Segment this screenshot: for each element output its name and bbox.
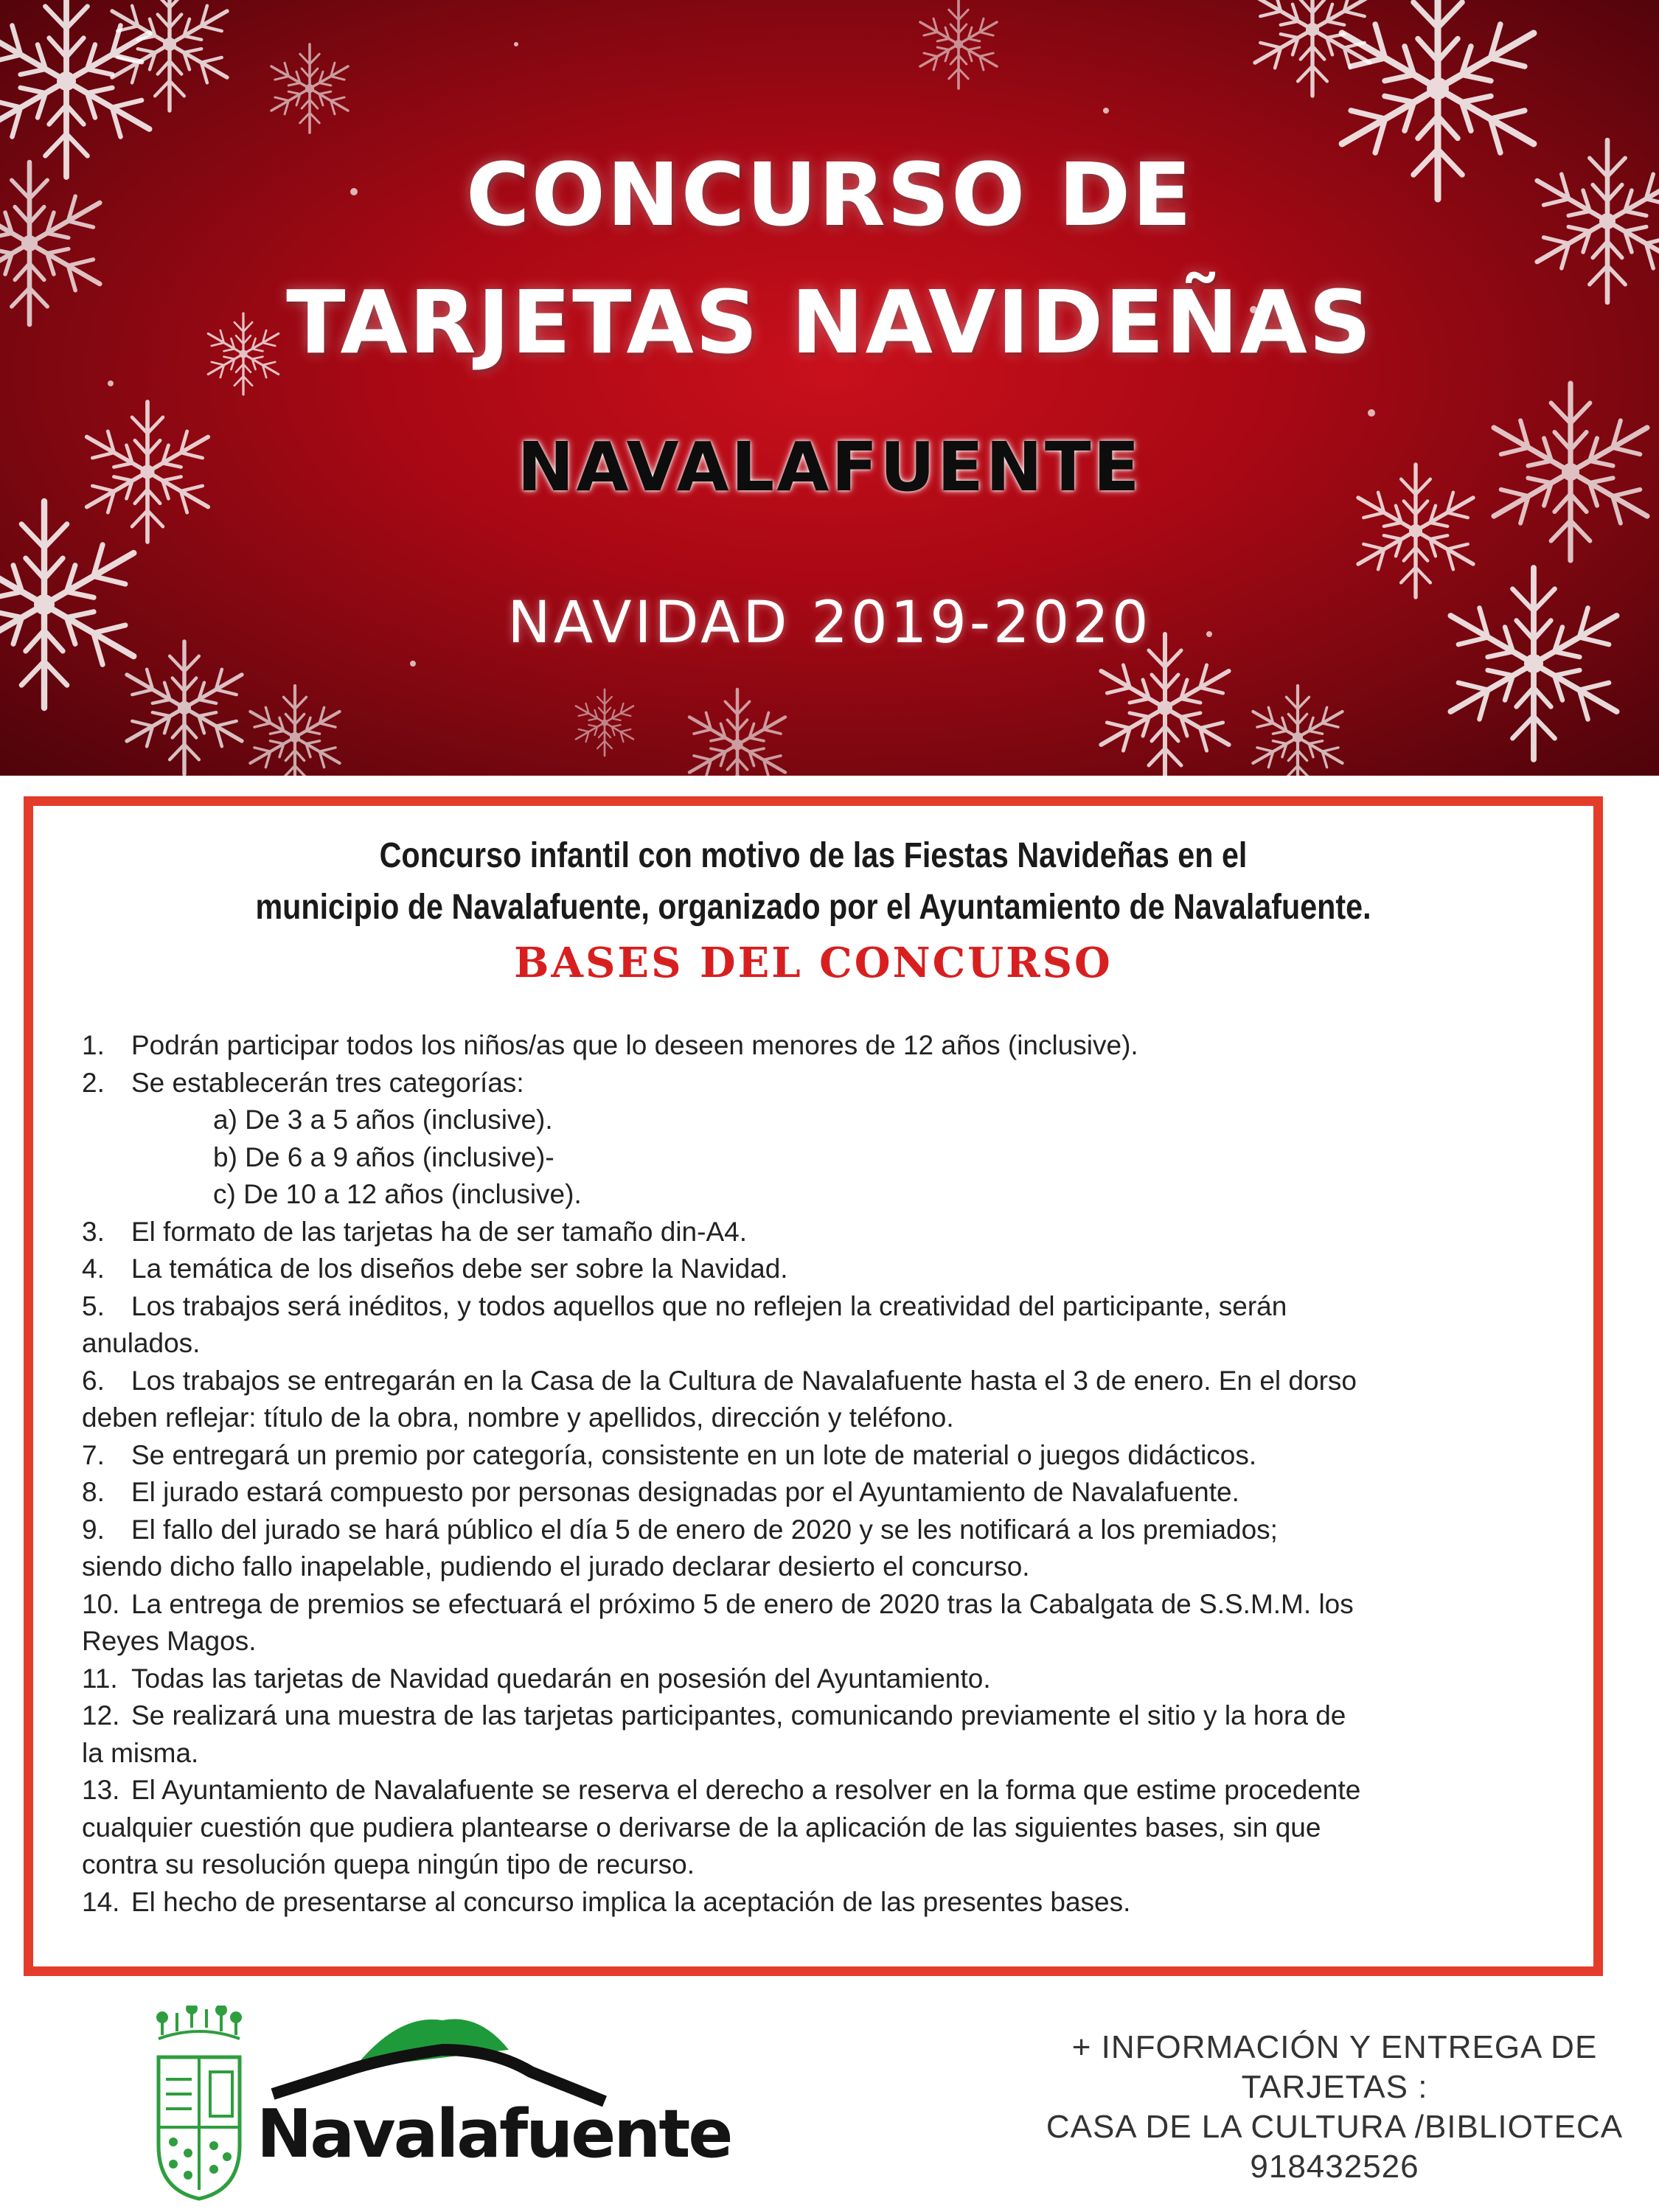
rule-text: El hecho de presentarse al concurso implica la aceptación de las presentes bases.: [131, 1886, 1131, 1917]
rule-text: Se establecerán tres categorías:: [131, 1067, 524, 1098]
rule-number: 11.: [82, 1663, 118, 1694]
navalafuente-logo: [147, 2006, 731, 2205]
rule-number: 12.: [82, 1700, 120, 1731]
rule-number: 5.: [82, 1290, 105, 1321]
rule-text: Podrán participar todos los niños/as que lo deseen menores de 12 años (inclusive).: [131, 1030, 1138, 1060]
rule-number: 8.: [82, 1477, 105, 1507]
rule-subitem: [82, 1176, 1645, 1214]
logo-text: Navalafuente: [257, 2096, 731, 2173]
rule-text: Se entregará un premio por categoría, consistente en un lote de material o juegos didácticos.: [131, 1439, 1257, 1470]
rule-text: Los trabajos se entregarán en la Casa de la Cultura de Navalafuente hasta el 3 de enero. En el dorso: [131, 1365, 1357, 1396]
rule-number: 1.: [82, 1030, 105, 1060]
rule-text: siendo dicho fallo inapelable, pudiendo el jurado declarar desierto el concurso.: [82, 1551, 1030, 1582]
rules-list: [82, 1027, 1645, 1921]
rule-continuation: [82, 1623, 1645, 1660]
rule-number: 9.: [82, 1514, 105, 1545]
rule-number: 3.: [82, 1216, 105, 1247]
rule-text: Se realizará una muestra de las tarjetas participantes, comunicando previamente el sitio y la hora de: [131, 1700, 1346, 1731]
rule-text: c) De 10 a 12 años (inclusive).: [213, 1179, 582, 1209]
rule-item: [82, 1884, 1645, 1921]
rule-text: El Ayuntamiento de Navalafuente se reserva el derecho a resolver en la forma que estime procedente: [131, 1775, 1361, 1805]
rules-box: [24, 796, 1603, 1976]
info-line3: CASA DE LA CULTURA /BIBLIOTECA: [1046, 2109, 1624, 2145]
rule-text: anulados.: [82, 1328, 201, 1358]
rule-number: 10.: [82, 1588, 120, 1619]
rule-text: Los trabajos será inéditos, y todos aquellos que no reflejen la creatividad del participante, serán: [131, 1290, 1287, 1321]
banner-title-line1: CONCURSO DE: [466, 144, 1193, 246]
intro-line1: Concurso infantil con motivo de las Fiestas Navideñas en el: [379, 836, 1248, 875]
rule-number: 4.: [82, 1253, 105, 1284]
rule-number: 7.: [82, 1439, 105, 1470]
banner-title-line2: TARJETAS NAVIDEÑAS: [286, 271, 1373, 373]
info-line2: TARJETAS :: [1241, 2069, 1428, 2105]
rule-text: El fallo del jurado se hará público el día 5 de enero de 2020 y se les notificará a los premiados;: [131, 1514, 1278, 1545]
rule-item: [82, 1660, 1645, 1698]
rule-item: [82, 1474, 1645, 1512]
rule-item: [82, 1512, 1645, 1549]
rule-item: [82, 1214, 1645, 1251]
rule-text: Todas las tarjetas de Navidad quedarán en posesión del Ayuntamiento.: [131, 1663, 991, 1694]
rule-number: 14.: [82, 1886, 120, 1917]
rule-text: La temática de los diseños debe ser sobre la Navidad.: [131, 1253, 788, 1284]
banner-town: NAVALAFUENTE: [517, 428, 1142, 507]
rule-item: [82, 1251, 1645, 1288]
header-banner: [0, 0, 1659, 776]
bases-title: BASES DEL CONCURSO: [514, 939, 1113, 987]
rule-text: la misma.: [82, 1737, 199, 1768]
rule-subitem: [82, 1102, 1645, 1139]
banner-year: NAVIDAD 2019-2020: [507, 590, 1152, 656]
snowflake-decoration: [0, 0, 1659, 776]
rule-item: [82, 1772, 1645, 1809]
rule-text: El jurado estará compuesto por personas designadas por el Ayuntamiento de Navalafuente.: [131, 1477, 1239, 1507]
rule-continuation: [82, 1399, 1645, 1437]
rule-text: Reyes Magos.: [82, 1626, 257, 1656]
coat-of-arms-icon: [147, 2006, 251, 2205]
mountain-icon: [258, 2006, 627, 2109]
rule-continuation: [82, 1325, 1645, 1363]
info-line1: + INFORMACIÓN Y ENTREGA DE: [1071, 2029, 1598, 2065]
info-block: [1018, 2028, 1652, 2187]
rule-subitem: [82, 1139, 1645, 1177]
intro-line2: municipio de Navalafuente, organizado por el Ayuntamiento de Navalafuente.: [255, 888, 1371, 927]
rule-text: contra su resolución quepa ningún tipo de recurso.: [82, 1849, 695, 1879]
rule-item: [82, 1586, 1645, 1624]
rule-text: cualquier cuestión que pudiera plantearse o derivarse de la aplicación de las siguientes bases, sin que: [82, 1812, 1321, 1843]
rule-number: 13.: [82, 1775, 120, 1805]
rule-item: [82, 1065, 1645, 1102]
rule-item: [82, 1288, 1645, 1326]
rule-text: a) De 3 a 5 años (inclusive).: [213, 1105, 553, 1135]
rule-text: b) De 6 a 9 años (inclusive)-: [213, 1141, 554, 1172]
rule-item: [82, 1363, 1645, 1400]
rule-text: deben reflejar: título de la obra, nombre y apellidos, dirección y teléfono.: [82, 1402, 954, 1433]
info-phone: 918432526: [1250, 2149, 1419, 2185]
rule-number: 6.: [82, 1365, 105, 1396]
rule-item: [82, 1027, 1645, 1065]
rule-continuation: [82, 1846, 1645, 1884]
rule-continuation: [82, 1548, 1645, 1586]
rule-item: [82, 1437, 1645, 1475]
rule-continuation: [82, 1809, 1645, 1847]
rule-number: 2.: [82, 1067, 105, 1098]
rule-text: El formato de las tarjetas ha de ser tamaño din-A4.: [131, 1216, 747, 1247]
rule-continuation: [82, 1735, 1645, 1773]
rule-text: La entrega de premios se efectuará el próximo 5 de enero de 2020 tras la Cabalgata de S.S.M.M. los: [131, 1588, 1354, 1619]
rule-item: [82, 1697, 1645, 1735]
